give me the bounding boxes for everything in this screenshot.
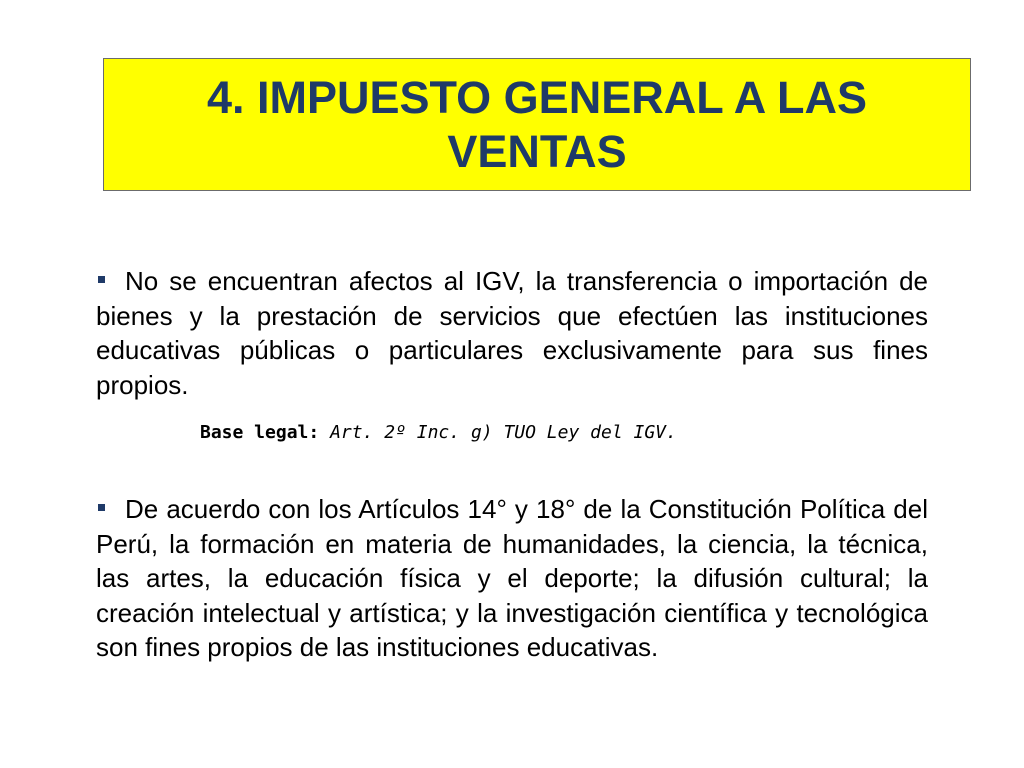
legal-reference-text: Art. 2º Inc. g) TUO Ley del IGV. [330,422,677,443]
legal-reference [200,420,677,446]
slide-title: 4. IMPUESTO GENERAL A LAS VENTAS [206,71,868,177]
paragraph-2-text: De acuerdo con los Artículos 14° y 18° de la Constitución Política del Perú, la formación en materia de humanidades, la ciencia, la técnica, las artes, la educación física y el deporte; la difusión cultural; la creación intelectual y artística; y la investigación científica y tecnológica son fines propios de las instituciones educativas. [96,494,928,662]
square-bullet-icon [98,504,105,511]
square-bullet-icon [98,276,105,283]
paragraph-1-text: No se encuentran afectos al IGV, la transferencia o importación de bienes y la prestación de servicios que efectúen las instituciones educativas públicas o particulares exclusivamente para sus fines propios. [96,266,928,400]
title-box [103,58,971,191]
paragraph-constitution [96,492,928,665]
legal-reference-label: Base legal: [200,422,320,443]
paragraph-igv-exemption [96,264,928,402]
